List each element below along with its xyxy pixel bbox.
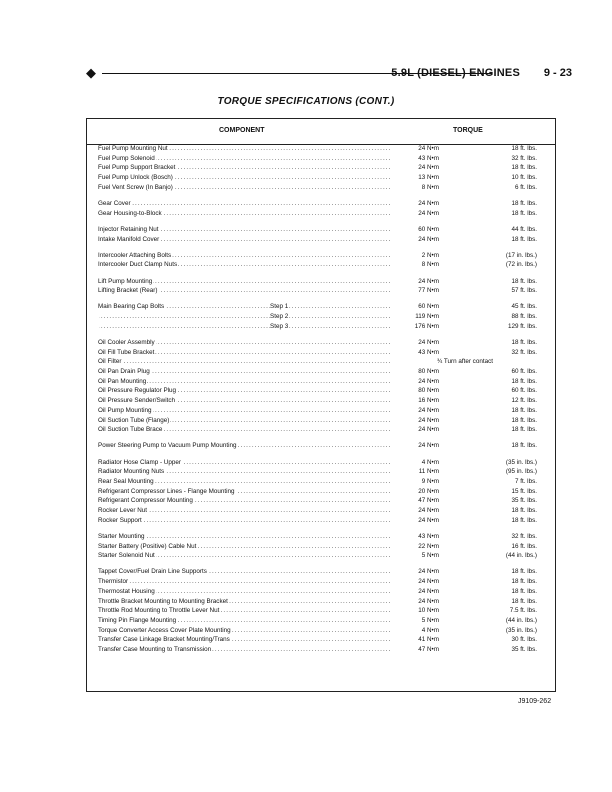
component-cell: [98, 251, 390, 261]
component-name: Timing Pin Flange Mounting: [98, 616, 177, 624]
torque-nm: 24 N•m: [418, 426, 439, 434]
component-name: Refrigerant Compressor Lines - Flange Mounting: [98, 487, 235, 495]
torque-ftlbs: 18 ft. lbs.: [511, 164, 537, 172]
table-row: [87, 516, 555, 526]
torque-nm: 16 N•m: [418, 397, 439, 405]
table-row: [87, 173, 555, 183]
torque-ftlbs: 12 ft. lbs.: [511, 397, 537, 405]
component-cell: [98, 154, 390, 164]
component-name: Fuel Vent Screw (In Banjo): [98, 183, 173, 191]
component-cell: [98, 199, 390, 209]
component-name: Starter Battery (Positive) Cable Nut: [98, 542, 197, 550]
component-name: Oil Pan Mounting: [98, 377, 147, 385]
component-cell: [98, 458, 390, 468]
table-row: [87, 209, 555, 219]
table-row: [87, 277, 555, 287]
torque-nm: 24 N•m: [418, 145, 439, 152]
component-cell: [98, 406, 390, 416]
step-label: Step 1: [270, 303, 289, 311]
component-cell: [98, 322, 390, 332]
torque-ftlbs: (17 in. lbs.): [505, 251, 537, 259]
table-row: [87, 183, 555, 193]
torque-ftlbs: (44 in. lbs.): [505, 552, 537, 560]
torque-ftlbs: 18 ft. lbs.: [511, 209, 537, 217]
table-row: [87, 645, 555, 655]
torque-nm: 24 N•m: [418, 516, 439, 524]
torque-ftlbs: 18 ft. lbs.: [511, 568, 537, 576]
component-name: Intake Manifold Cover: [98, 235, 160, 243]
component-name: Refrigerant Compressor Mounting: [98, 497, 193, 505]
torque-nm: 80 N•m: [418, 368, 439, 376]
table-row: [87, 377, 555, 387]
component-cell: [98, 163, 390, 173]
component-cell: [98, 645, 390, 655]
component-cell: [98, 260, 390, 270]
table-row: [87, 551, 555, 561]
torque-ftlbs: 18 ft. lbs.: [511, 235, 537, 243]
torque-nm: 41 N•m: [418, 636, 439, 644]
torque-nm: 24 N•m: [418, 199, 439, 207]
table-row: [87, 367, 555, 377]
torque-nm: 24 N•m: [418, 406, 439, 414]
component-cell: [98, 425, 390, 435]
component-name: Rocker Support: [98, 516, 142, 524]
torque-ftlbs: 18 ft. lbs.: [511, 597, 537, 605]
torque-nm: 2 N•m: [421, 251, 439, 259]
table-row: [87, 532, 555, 542]
component-name: Oil Fill Tube Bracket: [98, 348, 155, 356]
torque-ftlbs: 18 ft. lbs.: [511, 277, 537, 285]
torque-nm: 5 N•m: [421, 552, 439, 560]
component-cell: [98, 209, 390, 219]
component-name: Main Bearing Cap Bolts: [98, 303, 165, 311]
torque-ftlbs: 18 ft. lbs.: [511, 587, 537, 595]
torque-nm: 60 N•m: [418, 303, 439, 311]
torque-nm: 8 N•m: [421, 261, 439, 269]
column-header-torque: TORQUE: [453, 127, 483, 134]
component-cell: [98, 467, 390, 477]
component-cell: [98, 144, 390, 154]
component-name: [98, 323, 99, 330]
torque-nm: 43 N•m: [418, 532, 439, 540]
torque-nm: 9 N•m: [421, 477, 439, 485]
torque-ftlbs: 18 ft. lbs.: [511, 406, 537, 414]
torque-note: ¾ Turn after contact: [436, 358, 493, 366]
component-name: Radiator Mounting Nuts: [98, 468, 165, 476]
component-cell: [98, 235, 390, 245]
component-cell: [98, 606, 390, 616]
torque-nm: 80 N•m: [418, 387, 439, 395]
torque-ftlbs: 30 ft. lbs.: [511, 636, 537, 644]
component-cell: [98, 577, 390, 587]
torque-ftlbs: 32 ft. lbs.: [511, 154, 537, 162]
component-name: Throttle Rod Mounting to Throttle Lever Nut: [98, 607, 220, 615]
torque-ftlbs: 18 ft. lbs.: [511, 416, 537, 424]
table-row: [87, 542, 555, 552]
component-cell: [98, 441, 390, 451]
component-name: Thermostat Housing: [98, 587, 155, 595]
table-row: [87, 386, 555, 396]
torque-nm: 10 N•m: [418, 607, 439, 615]
table-row: [87, 144, 555, 154]
component-name: Lift Pump Mounting: [98, 277, 153, 285]
component-name: Oil Pressure Regulator Plug: [98, 387, 177, 395]
component-name: Starter Solenoid Nut: [98, 552, 155, 560]
torque-nm: 20 N•m: [418, 487, 439, 495]
torque-nm: 24 N•m: [418, 277, 439, 285]
table-row: [87, 458, 555, 468]
table-row: [87, 163, 555, 173]
component-cell: [98, 377, 390, 387]
torque-ftlbs: 18 ft. lbs.: [511, 507, 537, 514]
header-title: 5.9L (DIESEL) ENGINES: [391, 67, 520, 79]
component-cell: [98, 532, 390, 542]
component-name: Intercooler Attaching Bolts: [98, 251, 172, 259]
component-cell: [98, 567, 390, 577]
torque-ftlbs: 88 ft. lbs.: [511, 313, 537, 321]
component-cell: [98, 551, 390, 561]
table-row: [87, 235, 555, 245]
torque-nm: 24 N•m: [418, 507, 439, 514]
torque-ftlbs: 18 ft. lbs.: [511, 442, 537, 450]
table-row: [87, 416, 555, 426]
component-cell: [98, 616, 390, 626]
table-row: [87, 626, 555, 636]
table-row: [87, 467, 555, 477]
torque-nm: 176 N•m: [414, 322, 439, 330]
component-name: Injector Retaining Nut: [98, 225, 159, 233]
table-row: [87, 577, 555, 587]
table-row: [87, 506, 555, 516]
component-name: Throttle Bracket Mounting to Mounting Bracket: [98, 597, 228, 605]
table-row: [87, 251, 555, 261]
component-name: Oil Suction Tube Brace: [98, 426, 163, 434]
torque-ftlbs: 35 ft. lbs.: [511, 645, 537, 653]
torque-ftlbs: 7.5 ft. lbs.: [509, 607, 537, 615]
torque-ftlbs: 18 ft. lbs.: [511, 377, 537, 385]
component-name: Oil Suction Tube (Flange): [98, 416, 170, 424]
torque-ftlbs: (95 in. lbs.): [505, 468, 537, 476]
component-name: Oil Pressure Sender/Switch: [98, 397, 175, 405]
step-label: Step 2: [270, 313, 289, 321]
torque-ftlbs: 18 ft. lbs.: [511, 145, 537, 152]
torque-nm: 24 N•m: [418, 587, 439, 595]
torque-ftlbs: 18 ft. lbs.: [511, 339, 537, 346]
torque-ftlbs: 10 ft. lbs.: [511, 174, 537, 182]
component-cell: [98, 516, 390, 526]
component-name: Fuel Pump Support Bracket: [98, 164, 176, 172]
page-number: 9 - 23: [543, 67, 572, 79]
table-row: [87, 225, 555, 235]
torque-ftlbs: 16 ft. lbs.: [511, 542, 537, 550]
component-name: Oil Cooler Assembly: [98, 339, 155, 346]
torque-ftlbs: 7 ft. lbs.: [514, 477, 537, 485]
table-row: [87, 635, 555, 645]
component-name: Torque Converter Access Cover Plate Mounting: [98, 626, 231, 634]
component-name: Rocker Lever Nut: [98, 507, 147, 514]
component-cell: [98, 386, 390, 396]
component-name: Lifting Bracket (Rear): [98, 287, 158, 295]
figure-id: J9109-262: [518, 698, 552, 705]
component-cell: [98, 173, 390, 183]
component-cell: [98, 477, 390, 487]
column-header-component: COMPONENT: [219, 127, 265, 134]
component-cell: [98, 338, 390, 348]
torque-ftlbs: 32 ft. lbs.: [511, 532, 537, 540]
component-name: Gear Housing-to-Block: [98, 209, 162, 217]
table-row: [87, 396, 555, 406]
component-cell: [98, 277, 390, 287]
page-header: [86, 64, 572, 82]
component-name: Starter Mounting: [98, 532, 145, 540]
torque-nm: 47 N•m: [418, 497, 439, 505]
torque-ftlbs: 18 ft. lbs.: [511, 516, 537, 524]
torque-nm: 4 N•m: [421, 458, 439, 466]
component-cell: [98, 312, 390, 322]
torque-ftlbs: 60 ft. lbs.: [511, 387, 537, 395]
torque-ftlbs: 18 ft. lbs.: [511, 199, 537, 207]
torque-nm: 24 N•m: [418, 209, 439, 217]
torque-nm: 24 N•m: [418, 578, 439, 586]
torque-nm: 119 N•m: [415, 313, 439, 321]
torque-ftlbs: 44 ft. lbs.: [511, 225, 537, 233]
component-name: Oil Pump Mounting: [98, 406, 152, 414]
torque-nm: 60 N•m: [418, 225, 439, 233]
torque-ftlbs: 35 ft. lbs.: [511, 497, 537, 505]
table-row: [87, 322, 555, 332]
torque-ftlbs: (72 in. lbs.): [505, 261, 537, 269]
table-row: [87, 312, 555, 322]
component-name: Fuel Pump Solenoid: [98, 154, 155, 162]
table-row: [87, 406, 555, 416]
torque-nm: 24 N•m: [418, 568, 439, 576]
component-name: Rear Seal Mounting: [98, 477, 154, 485]
component-cell: [98, 626, 390, 636]
torque-ftlbs: 18 ft. lbs.: [511, 426, 537, 434]
torque-ftlbs: 60 ft. lbs.: [511, 368, 537, 376]
component-name: Fuel Pump Mounting Nut: [98, 145, 168, 152]
component-name: Transfer Case Linkage Bracket Mounting/Trans: [98, 636, 230, 644]
torque-nm: 11 N•m: [418, 468, 439, 476]
torque-nm: 24 N•m: [418, 416, 439, 424]
torque-ftlbs: 32 ft. lbs.: [511, 348, 537, 356]
table-header: [87, 119, 555, 145]
component-cell: [98, 286, 390, 296]
torque-nm: 22 N•m: [418, 542, 439, 550]
torque-nm: 24 N•m: [418, 442, 439, 450]
table-row: [87, 357, 555, 367]
component-cell: [98, 396, 390, 406]
torque-nm: 43 N•m: [418, 154, 439, 162]
torque-ftlbs: 57 ft. lbs.: [511, 287, 537, 295]
table-row: [87, 587, 555, 597]
table-row: [87, 477, 555, 487]
component-cell: [98, 183, 390, 193]
table-row: [87, 616, 555, 626]
component-name: Power Steering Pump to Vacuum Pump Mounting: [98, 442, 237, 450]
component-cell: [98, 496, 390, 506]
component-cell: [98, 357, 390, 367]
component-name: Radiator Hose Clamp - Upper: [98, 458, 181, 466]
table-row: [87, 606, 555, 616]
torque-ftlbs: (44 in. lbs.): [505, 616, 537, 624]
torque-nm: 24 N•m: [418, 597, 439, 605]
component-name: Gear Cover: [98, 199, 131, 207]
torque-nm: 13 N•m: [418, 174, 439, 182]
torque-nm: 24 N•m: [418, 377, 439, 385]
component-name: Oil Filter: [98, 358, 122, 366]
torque-nm: 24 N•m: [418, 235, 439, 243]
component-cell: [98, 302, 390, 312]
torque-nm: 4 N•m: [421, 626, 439, 634]
component-name: Tappet Cover/Fuel Drain Line Supports: [98, 568, 207, 576]
section-title: TORQUE SPECIFICATIONS (CONT.): [217, 96, 395, 107]
table-row: [87, 487, 555, 497]
component-name: Fuel Pump Unlock (Bosch): [98, 174, 173, 182]
table-row: [87, 496, 555, 506]
table-row: [87, 425, 555, 435]
step-label: Step 3: [270, 322, 289, 330]
component-cell: [98, 506, 390, 516]
component-cell: [98, 597, 390, 607]
torque-nm: 24 N•m: [418, 164, 439, 172]
component-cell: [98, 635, 390, 645]
component-cell: [98, 367, 390, 377]
torque-nm: 8 N•m: [421, 183, 439, 191]
torque-nm: 24 N•m: [418, 339, 439, 346]
table-row: [87, 567, 555, 577]
torque-nm: 43 N•m: [418, 348, 439, 356]
table-row: [87, 597, 555, 607]
table-row: [87, 154, 555, 164]
torque-ftlbs: 15 ft. lbs.: [511, 487, 537, 495]
component-cell: [98, 225, 390, 235]
component-name: Thermistor: [98, 578, 129, 586]
torque-nm: 47 N•m: [418, 645, 439, 653]
table-row: [87, 199, 555, 209]
table-row: [87, 302, 555, 312]
torque-ftlbs: (35 in. lbs.): [505, 458, 537, 466]
component-name: Transfer Case Mounting to Transmission: [98, 645, 212, 653]
table-row: [87, 441, 555, 451]
component-cell: [98, 587, 390, 597]
table-row: [87, 286, 555, 296]
torque-ftlbs: 6 ft. lbs.: [514, 183, 537, 191]
torque-ftlbs: (35 in. lbs.): [505, 626, 537, 634]
component-cell: [98, 487, 390, 497]
torque-table: [86, 118, 556, 692]
component-name: [98, 313, 99, 320]
torque-nm: 77 N•m: [418, 287, 439, 295]
table-row: [87, 260, 555, 270]
table-row: [87, 348, 555, 358]
table-body: [87, 144, 555, 655]
table-row: [87, 338, 555, 348]
torque-nm: 5 N•m: [421, 616, 439, 624]
torque-ftlbs: 45 ft. lbs.: [511, 303, 537, 311]
torque-ftlbs: 129 ft. lbs.: [507, 322, 537, 330]
component-cell: [98, 416, 390, 426]
diamond-icon: ◆: [86, 65, 96, 80]
component-name: Intercooler Duct Clamp Nuts: [98, 261, 178, 269]
component-cell: [98, 542, 390, 552]
component-cell: [98, 348, 390, 358]
torque-ftlbs: 18 ft. lbs.: [511, 578, 537, 586]
component-name: Oil Pan Drain Plug: [98, 368, 150, 376]
